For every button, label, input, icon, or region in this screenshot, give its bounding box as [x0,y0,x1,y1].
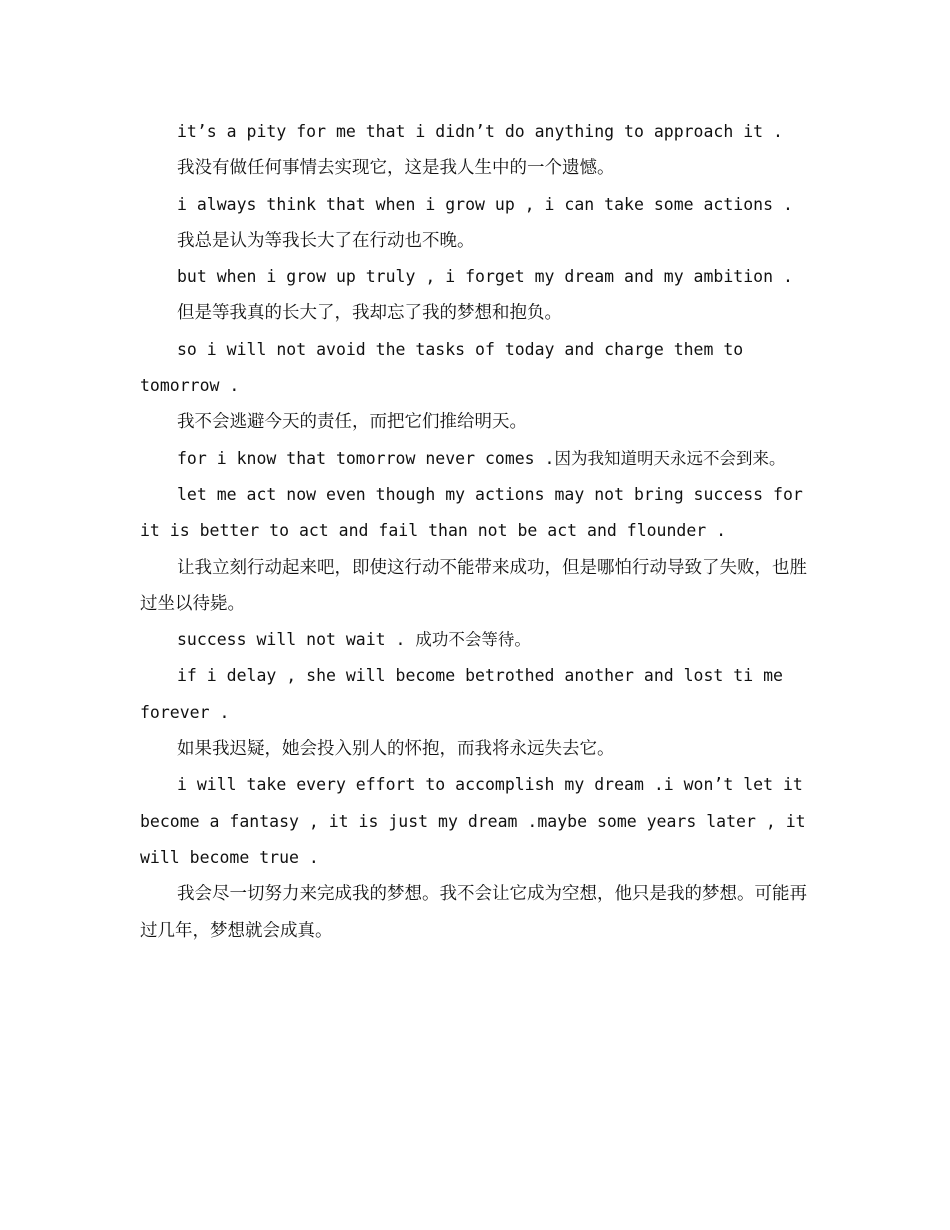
paragraph-mixed: success will not wait . 成功不会等待。 [177,630,531,650]
paragraph-cn: 我会尽一切努力来完成我的梦想。我不会让它成为空想，他只是我的梦想。可能再过几年，梦想就会成真。 [140,884,807,941]
paragraph-cn: 我没有做任何事情去实现它，这是我人生中的一个遗憾。 [177,158,615,179]
paragraph-cn: 但是等我真的长大了，我却忘了我的梦想和抱负。 [177,303,562,324]
paragraph-en: it’s a pity for me that i didn’t do anything to approach it . [177,122,783,141]
paragraph-cn: 我不会逃避今天的责任，而把它们推给明天。 [177,412,527,433]
paragraph-en: i always think that when i grow up , i can take some actions . [177,194,793,214]
paragraph-en: but when i grow up truly , i forget my dream and my ambition . [177,267,793,287]
paragraph-cn: 如果我迟疑，她会投入别人的怀抱，而我将永远失去它。 [177,739,615,760]
paragraph-en: so i will not avoid the tasks of today and charge them to tomorrow . [140,339,744,396]
paragraph-en: i will take every effort to accomplish my dream .i won’t let it become a fantasy , it is just my dream .maybe some years later , it will become true . [140,775,806,867]
paragraph-cn: 让我立刻行动起来吧，即使这行动不能带来成功，但是哪怕行动导致了失败，也胜过坐以待毙。 [140,557,807,614]
paragraph-en: if i delay , she will become betrothed another and lost ti me forever . [140,666,783,722]
document-page [140,114,812,949]
paragraph-mixed: for i know that tomorrow never comes .因为我知道明天永远不会到来。 [177,448,786,468]
paragraph-cn: 我总是认为等我长大了在行动也不晚。 [177,230,475,251]
paragraph-en: let me act now even though my actions may not bring success for it is better to act and fail than not be act and flounder . [140,484,803,541]
